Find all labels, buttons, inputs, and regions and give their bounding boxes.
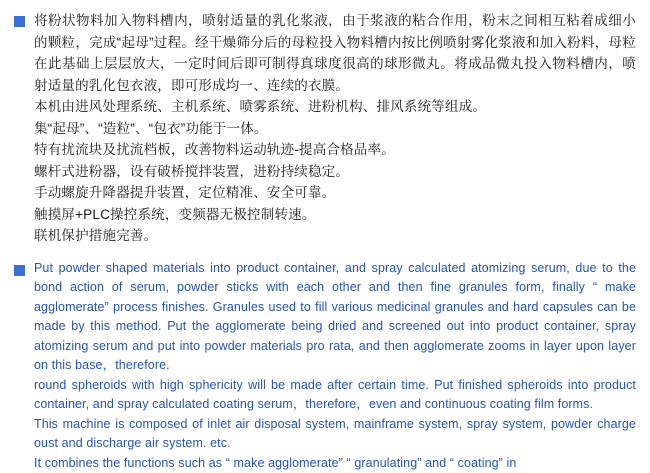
chinese-feature-line: 触摸屏+PLC操控系统，变频器无极控制转速。	[34, 204, 636, 226]
chinese-paragraph: 将粉状物料加入物料槽内，喷射适量的乳化浆液，由于浆液的粘合作用，粉末之间相互粘着成细小的颗粒，完成“起母”过程。经干燥筛分后的母粒投入物料槽内按比例喷射雾化浆液和加入粉料，母粒在此基础上层层放大，一定时间后即可制得真球度很高的球形微丸。将成品微丸投入物料槽内，喷射适量的乳化包衣液，即可形成均一、连续的衣膜。	[34, 10, 636, 96]
english-paragraph: This machine is composed of inlet air disposal system, mainframe system, spray system, powder charge oust and discharge air system. etc.	[34, 415, 636, 454]
english-paragraph: It combines the functions such as “ make agglomerate” “ granulating” and “ coating” in	[34, 454, 636, 473]
chinese-feature-line: 特有扰流块及扰流档板，改善物料运动轨迹-提高合格品率。	[34, 139, 636, 161]
chinese-feature-line: 本机由进风处理系统、主机系统、喷雾系统、进粉机构、排风系统等组成。	[34, 96, 636, 118]
bullet-square-icon	[14, 265, 25, 276]
chinese-feature-line: 手动螺旋升降器提升装置，定位精准、安全可靠。	[34, 182, 636, 204]
bullet-square-icon	[14, 16, 25, 27]
english-content-block	[14, 259, 636, 473]
english-paragraph: round spheroids with high sphericity will be made after certain time. Put finished spheroids into product container, and spray calculated coating serum，therefore，even and continuous coating film forms.	[34, 376, 636, 415]
chinese-feature-line: 螺杆式进粉器，设有破桥搅拌装置，进粉持续稳定。	[34, 161, 636, 183]
english-paragraph: Put powder shaped materials into product container, and spray calculated atomizing serum, due to the bond action of serum, powder sticks with each other and then fine granules form, finally “ make agglomerate” process finishes. Granules used to fill various medicinal granules and hard capsules can be made by this method. Put the agglomerate being dried and screened out into product container, spray atomizing serum and put into powder materials pro rata, and then agglomerate zooms in layer upon layer on this base，therefore.	[34, 259, 636, 376]
chinese-content-block	[14, 10, 636, 247]
chinese-feature-line: 集“起母”、“造粒”、“包衣”功能于一体。	[34, 118, 636, 140]
chinese-feature-list	[34, 96, 636, 247]
chinese-feature-line: 联机保护措施完善。	[34, 225, 636, 247]
